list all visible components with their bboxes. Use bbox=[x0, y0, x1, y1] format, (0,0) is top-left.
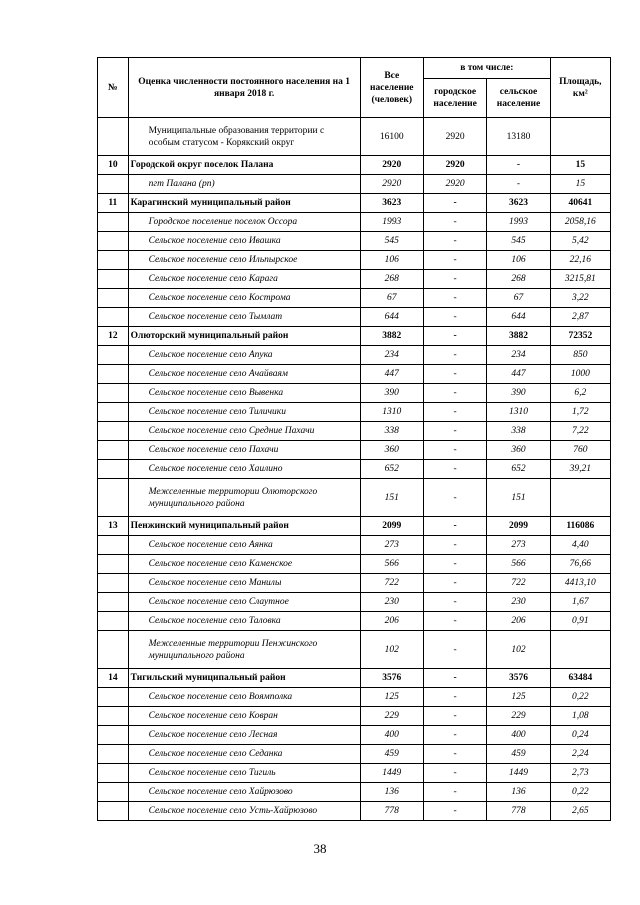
row-area-cell: 40641 bbox=[550, 194, 610, 213]
table-row bbox=[98, 460, 611, 479]
row-all-cell: 447 bbox=[360, 365, 423, 384]
row-all-cell: 16100 bbox=[360, 118, 423, 156]
row-rural-cell: 67 bbox=[487, 289, 550, 308]
table-row bbox=[98, 612, 611, 631]
row-number-cell bbox=[98, 536, 129, 555]
row-area-cell: 3215,81 bbox=[550, 270, 610, 289]
row-number-cell bbox=[98, 460, 129, 479]
row-area-cell bbox=[550, 118, 610, 156]
row-all-cell: 2920 bbox=[360, 156, 423, 175]
row-area-cell: 15 bbox=[550, 156, 610, 175]
row-rural-cell: 1449 bbox=[487, 764, 550, 783]
row-number-cell bbox=[98, 783, 129, 802]
row-number-cell bbox=[98, 574, 129, 593]
row-name-cell: Сельское поселение село Кострома bbox=[128, 289, 360, 308]
row-number-cell bbox=[98, 346, 129, 365]
row-all-cell: 125 bbox=[360, 688, 423, 707]
row-all-cell: 1310 bbox=[360, 403, 423, 422]
row-urban-cell: - bbox=[423, 365, 486, 384]
row-rural-cell: 229 bbox=[487, 707, 550, 726]
table-row bbox=[98, 403, 611, 422]
row-number-cell bbox=[98, 251, 129, 270]
row-area-cell bbox=[550, 479, 610, 517]
row-urban-cell: - bbox=[423, 707, 486, 726]
row-name-cell: Сельское поселение село Карага bbox=[128, 270, 360, 289]
row-rural-cell: 652 bbox=[487, 460, 550, 479]
row-rural-cell: 234 bbox=[487, 346, 550, 365]
row-name-cell: Сельское поселение село Каменское bbox=[128, 555, 360, 574]
row-number-cell: 13 bbox=[98, 517, 129, 536]
row-all-cell: 206 bbox=[360, 612, 423, 631]
row-name-cell: Межселенные территории Олюторского муниципального района bbox=[128, 479, 360, 517]
row-name-cell: Городской округ поселок Палана bbox=[128, 156, 360, 175]
header-including: в том числе: bbox=[423, 58, 550, 79]
table-row bbox=[98, 175, 611, 194]
row-all-cell: 400 bbox=[360, 726, 423, 745]
row-all-cell: 273 bbox=[360, 536, 423, 555]
row-urban-cell: - bbox=[423, 536, 486, 555]
row-rural-cell: - bbox=[487, 156, 550, 175]
row-name-cell: Сельское поселение село Ковран bbox=[128, 707, 360, 726]
row-number-cell bbox=[98, 175, 129, 194]
row-number-cell bbox=[98, 479, 129, 517]
table-row bbox=[98, 802, 611, 821]
row-area-cell: 0,22 bbox=[550, 783, 610, 802]
row-name-cell: Карагинский муниципальный район bbox=[128, 194, 360, 213]
row-all-cell: 67 bbox=[360, 289, 423, 308]
row-rural-cell: 1310 bbox=[487, 403, 550, 422]
row-name-cell: Межселенные территории Пенжинского муниципального района bbox=[128, 631, 360, 669]
row-name-cell: Сельское поселение село Слаутное bbox=[128, 593, 360, 612]
row-urban-cell: - bbox=[423, 384, 486, 403]
row-area-cell: 7,22 bbox=[550, 422, 610, 441]
row-urban-cell: - bbox=[423, 403, 486, 422]
row-name-cell: Сельское поселение село Манилы bbox=[128, 574, 360, 593]
row-rural-cell: 273 bbox=[487, 536, 550, 555]
row-area-cell: 1,72 bbox=[550, 403, 610, 422]
row-urban-cell: - bbox=[423, 422, 486, 441]
row-rural-cell: 644 bbox=[487, 308, 550, 327]
row-all-cell: 778 bbox=[360, 802, 423, 821]
row-urban-cell: - bbox=[423, 460, 486, 479]
row-urban-cell: - bbox=[423, 327, 486, 346]
table-body bbox=[98, 118, 611, 821]
row-all-cell: 2920 bbox=[360, 175, 423, 194]
row-name-cell: Сельское поселение село Лесная bbox=[128, 726, 360, 745]
row-rural-cell: 268 bbox=[487, 270, 550, 289]
row-urban-cell: - bbox=[423, 574, 486, 593]
row-name-cell: Сельское поселение село Пахачи bbox=[128, 441, 360, 460]
table-row bbox=[98, 517, 611, 536]
row-urban-cell: - bbox=[423, 764, 486, 783]
row-name-cell: Тигильский муниципальный район bbox=[128, 669, 360, 688]
row-all-cell: 102 bbox=[360, 631, 423, 669]
row-name-cell: Муниципальные образования территории с особым статусом - Корякский округ bbox=[128, 118, 360, 156]
row-number-cell bbox=[98, 289, 129, 308]
header-area: Площадь, км² bbox=[550, 58, 610, 118]
row-all-cell: 3576 bbox=[360, 669, 423, 688]
table-row bbox=[98, 574, 611, 593]
row-rural-cell: 3882 bbox=[487, 327, 550, 346]
row-number-cell bbox=[98, 422, 129, 441]
table-row bbox=[98, 669, 611, 688]
row-rural-cell: 1993 bbox=[487, 213, 550, 232]
row-urban-cell: - bbox=[423, 289, 486, 308]
row-urban-cell: 2920 bbox=[423, 156, 486, 175]
row-all-cell: 1993 bbox=[360, 213, 423, 232]
row-urban-cell: - bbox=[423, 669, 486, 688]
row-name-cell: Городское поселение поселок Оссора bbox=[128, 213, 360, 232]
row-number-cell bbox=[98, 384, 129, 403]
row-all-cell: 545 bbox=[360, 232, 423, 251]
row-area-cell: 72352 bbox=[550, 327, 610, 346]
row-number-cell bbox=[98, 631, 129, 669]
row-number-cell bbox=[98, 270, 129, 289]
row-all-cell: 1449 bbox=[360, 764, 423, 783]
table-row bbox=[98, 783, 611, 802]
table-row bbox=[98, 289, 611, 308]
row-all-cell: 136 bbox=[360, 783, 423, 802]
row-all-cell: 230 bbox=[360, 593, 423, 612]
row-urban-cell: - bbox=[423, 783, 486, 802]
row-urban-cell: - bbox=[423, 251, 486, 270]
row-urban-cell: - bbox=[423, 593, 486, 612]
row-number-cell bbox=[98, 688, 129, 707]
table-row bbox=[98, 213, 611, 232]
row-area-cell: 1000 bbox=[550, 365, 610, 384]
row-all-cell: 722 bbox=[360, 574, 423, 593]
row-all-cell: 234 bbox=[360, 346, 423, 365]
row-number-cell: 10 bbox=[98, 156, 129, 175]
row-number-cell bbox=[98, 308, 129, 327]
row-name-cell: Пенжинский муниципальный район bbox=[128, 517, 360, 536]
table-row bbox=[98, 308, 611, 327]
row-name-cell: Сельское поселение село Хаилино bbox=[128, 460, 360, 479]
row-name-cell: Сельское поселение село Вывенка bbox=[128, 384, 360, 403]
row-name-cell: Олюторский муниципальный район bbox=[128, 327, 360, 346]
row-number-cell: 11 bbox=[98, 194, 129, 213]
row-all-cell: 3882 bbox=[360, 327, 423, 346]
row-area-cell: 63484 bbox=[550, 669, 610, 688]
table-row bbox=[98, 555, 611, 574]
header-title: Оценка численности постоянного населения на 1 января 2018 г. bbox=[128, 58, 360, 118]
row-name-cell: Сельское поселение село Аянка bbox=[128, 536, 360, 555]
row-name-cell: Сельское поселение село Средние Пахачи bbox=[128, 422, 360, 441]
row-name-cell: Сельское поселение село Воямполка bbox=[128, 688, 360, 707]
row-rural-cell: 102 bbox=[487, 631, 550, 669]
row-all-cell: 3623 bbox=[360, 194, 423, 213]
row-all-cell: 229 bbox=[360, 707, 423, 726]
row-number-cell bbox=[98, 593, 129, 612]
table-row bbox=[98, 536, 611, 555]
row-area-cell: 2,73 bbox=[550, 764, 610, 783]
row-urban-cell: - bbox=[423, 631, 486, 669]
row-area-cell: 2,24 bbox=[550, 745, 610, 764]
row-rural-cell: 722 bbox=[487, 574, 550, 593]
page-number: 38 bbox=[313, 841, 327, 856]
row-name-cell: Сельское поселение село Ильпырское bbox=[128, 251, 360, 270]
row-area-cell: 116086 bbox=[550, 517, 610, 536]
row-rural-cell: 566 bbox=[487, 555, 550, 574]
row-rural-cell: 3623 bbox=[487, 194, 550, 213]
row-urban-cell: - bbox=[423, 213, 486, 232]
row-rural-cell: 400 bbox=[487, 726, 550, 745]
row-all-cell: 151 bbox=[360, 479, 423, 517]
table-row bbox=[98, 726, 611, 745]
row-rural-cell: 390 bbox=[487, 384, 550, 403]
row-all-cell: 644 bbox=[360, 308, 423, 327]
row-name-cell: Сельское поселение село Тымлат bbox=[128, 308, 360, 327]
row-area-cell: 4413,10 bbox=[550, 574, 610, 593]
row-area-cell: 1,67 bbox=[550, 593, 610, 612]
row-area-cell: 39,21 bbox=[550, 460, 610, 479]
row-number-cell bbox=[98, 764, 129, 783]
row-urban-cell: - bbox=[423, 612, 486, 631]
row-rural-cell: - bbox=[487, 175, 550, 194]
row-urban-cell: - bbox=[423, 688, 486, 707]
table-row bbox=[98, 194, 611, 213]
table-row bbox=[98, 707, 611, 726]
row-urban-cell: - bbox=[423, 346, 486, 365]
row-area-cell: 760 bbox=[550, 441, 610, 460]
row-number-cell bbox=[98, 612, 129, 631]
row-rural-cell: 230 bbox=[487, 593, 550, 612]
row-number-cell bbox=[98, 365, 129, 384]
row-area-cell: 0,24 bbox=[550, 726, 610, 745]
row-rural-cell: 106 bbox=[487, 251, 550, 270]
population-table bbox=[97, 57, 611, 821]
row-all-cell: 390 bbox=[360, 384, 423, 403]
table-row bbox=[98, 365, 611, 384]
row-area-cell: 3,22 bbox=[550, 289, 610, 308]
row-all-cell: 106 bbox=[360, 251, 423, 270]
row-urban-cell: - bbox=[423, 232, 486, 251]
row-area-cell bbox=[550, 631, 610, 669]
row-area-cell: 2,65 bbox=[550, 802, 610, 821]
table-row bbox=[98, 232, 611, 251]
row-all-cell: 459 bbox=[360, 745, 423, 764]
table-row bbox=[98, 327, 611, 346]
row-number-cell bbox=[98, 118, 129, 156]
table-row bbox=[98, 479, 611, 517]
row-urban-cell: - bbox=[423, 441, 486, 460]
table-row bbox=[98, 441, 611, 460]
table-row bbox=[98, 593, 611, 612]
row-urban-cell: - bbox=[423, 517, 486, 536]
table-row bbox=[98, 764, 611, 783]
row-all-cell: 360 bbox=[360, 441, 423, 460]
row-area-cell: 6,2 bbox=[550, 384, 610, 403]
row-rural-cell: 545 bbox=[487, 232, 550, 251]
row-name-cell: Сельское поселение село Таловка bbox=[128, 612, 360, 631]
row-area-cell: 22,16 bbox=[550, 251, 610, 270]
row-urban-cell: - bbox=[423, 802, 486, 821]
row-number-cell bbox=[98, 403, 129, 422]
row-rural-cell: 459 bbox=[487, 745, 550, 764]
row-rural-cell: 2099 bbox=[487, 517, 550, 536]
row-rural-cell: 206 bbox=[487, 612, 550, 631]
row-all-cell: 338 bbox=[360, 422, 423, 441]
row-rural-cell: 125 bbox=[487, 688, 550, 707]
row-name-cell: Сельское поселение село Тигиль bbox=[128, 764, 360, 783]
row-number-cell bbox=[98, 802, 129, 821]
row-urban-cell: - bbox=[423, 479, 486, 517]
row-all-cell: 566 bbox=[360, 555, 423, 574]
row-number-cell bbox=[98, 555, 129, 574]
row-all-cell: 652 bbox=[360, 460, 423, 479]
table-row bbox=[98, 688, 611, 707]
row-name-cell: Сельское поселение село Ачайваям bbox=[128, 365, 360, 384]
row-area-cell: 2058,16 bbox=[550, 213, 610, 232]
row-urban-cell: - bbox=[423, 726, 486, 745]
row-number-cell bbox=[98, 726, 129, 745]
row-rural-cell: 13180 bbox=[487, 118, 550, 156]
row-number-cell bbox=[98, 232, 129, 251]
row-rural-cell: 447 bbox=[487, 365, 550, 384]
row-number-cell: 12 bbox=[98, 327, 129, 346]
row-rural-cell: 136 bbox=[487, 783, 550, 802]
row-area-cell: 15 bbox=[550, 175, 610, 194]
row-rural-cell: 360 bbox=[487, 441, 550, 460]
row-urban-cell: - bbox=[423, 194, 486, 213]
row-number-cell bbox=[98, 707, 129, 726]
table-row bbox=[98, 422, 611, 441]
row-urban-cell: - bbox=[423, 308, 486, 327]
row-name-cell: пгт Палана (рп) bbox=[128, 175, 360, 194]
row-urban-cell: 2920 bbox=[423, 118, 486, 156]
row-area-cell: 76,66 bbox=[550, 555, 610, 574]
row-number-cell bbox=[98, 441, 129, 460]
table-row bbox=[98, 251, 611, 270]
row-all-cell: 268 bbox=[360, 270, 423, 289]
row-area-cell: 4,40 bbox=[550, 536, 610, 555]
row-area-cell: 0,22 bbox=[550, 688, 610, 707]
row-all-cell: 2099 bbox=[360, 517, 423, 536]
row-name-cell: Сельское поселение село Ивашка bbox=[128, 232, 360, 251]
table-row bbox=[98, 745, 611, 764]
table-row bbox=[98, 384, 611, 403]
row-urban-cell: - bbox=[423, 745, 486, 764]
table-row bbox=[98, 346, 611, 365]
row-number-cell bbox=[98, 213, 129, 232]
row-name-cell: Сельское поселение село Хайрюзово bbox=[128, 783, 360, 802]
table-row bbox=[98, 631, 611, 669]
row-area-cell: 0,91 bbox=[550, 612, 610, 631]
header-urban: городское население bbox=[423, 79, 486, 118]
row-urban-cell: - bbox=[423, 270, 486, 289]
row-area-cell: 1,08 bbox=[550, 707, 610, 726]
row-number-cell: 14 bbox=[98, 669, 129, 688]
header-rural: сельское население bbox=[487, 79, 550, 118]
row-rural-cell: 151 bbox=[487, 479, 550, 517]
row-number-cell bbox=[98, 745, 129, 764]
header-num: № bbox=[98, 58, 129, 118]
row-name-cell: Сельское поселение село Апука bbox=[128, 346, 360, 365]
row-rural-cell: 778 bbox=[487, 802, 550, 821]
table-row bbox=[98, 156, 611, 175]
row-name-cell: Сельское поселение село Седанка bbox=[128, 745, 360, 764]
row-area-cell: 5,42 bbox=[550, 232, 610, 251]
table-row bbox=[98, 270, 611, 289]
row-rural-cell: 3576 bbox=[487, 669, 550, 688]
row-urban-cell: - bbox=[423, 555, 486, 574]
row-name-cell: Сельское поселение село Усть-Хайрюзово bbox=[128, 802, 360, 821]
row-rural-cell: 338 bbox=[487, 422, 550, 441]
row-urban-cell: 2920 bbox=[423, 175, 486, 194]
row-name-cell: Сельское поселение село Тиличики bbox=[128, 403, 360, 422]
table-row bbox=[98, 118, 611, 156]
row-area-cell: 2,87 bbox=[550, 308, 610, 327]
header-all: Все население (человек) bbox=[360, 58, 423, 118]
row-area-cell: 850 bbox=[550, 346, 610, 365]
